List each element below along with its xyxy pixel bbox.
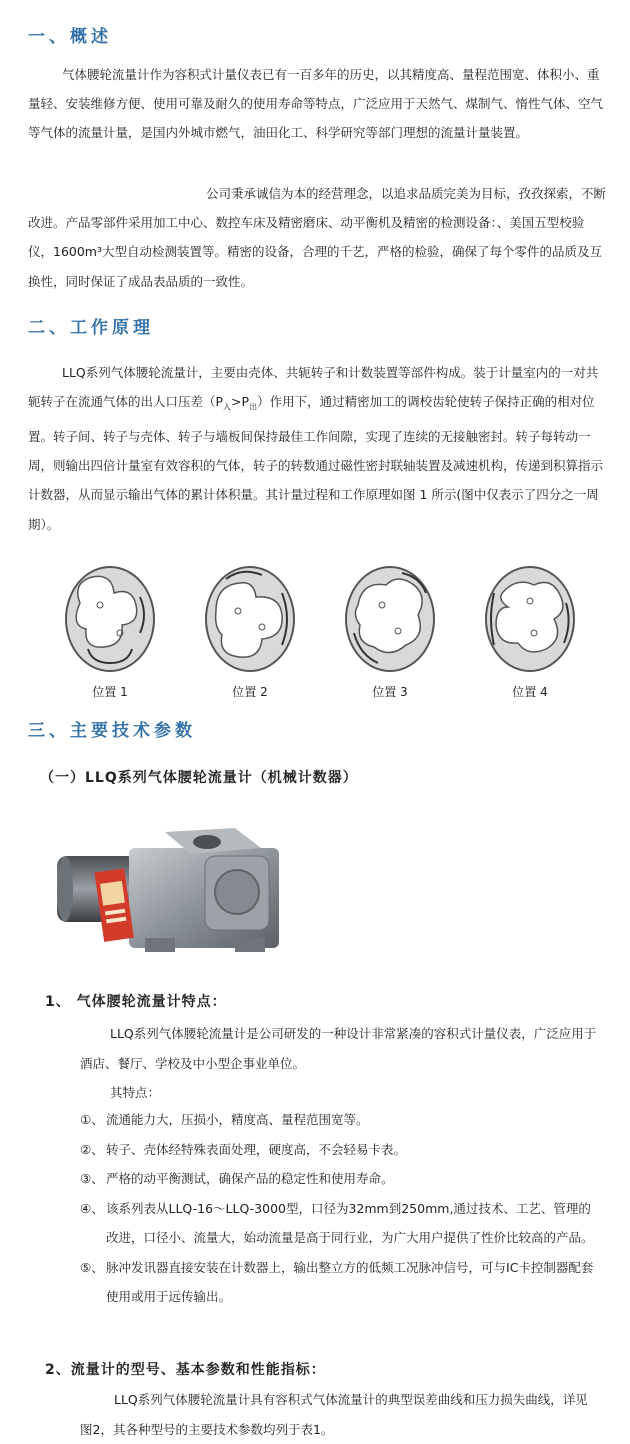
position-label-3: 位置 3 bbox=[372, 685, 408, 699]
flowmeter-product-photo bbox=[55, 820, 295, 980]
features-list bbox=[80, 1105, 600, 1312]
params-subheading: （一）LLQ系列气体腰轮流量计（机械计数器） bbox=[40, 770, 358, 786]
position-label-1: 位置 1 bbox=[92, 685, 128, 699]
position-label-4: 位置 4 bbox=[512, 685, 548, 699]
list-item: ①、 流通能力大，压损小，精度高、量程范围宽等。 bbox=[80, 1112, 369, 1127]
rotor-diagram-3 bbox=[320, 563, 460, 713]
list-item: ②、 转子、壳体经特殊表面处理，硬度高，不会轻易卡表。 bbox=[80, 1141, 407, 1157]
overview-paragraph-2: 公司秉承诚信为本的经营理念，以追求品质完美为目标，孜孜探索，不断改进。产品零部件采用加工中心、数控车床及精密磨床、动平衡机及精密的检测设备：、美国五型校验仪，1600m³大型自动检测装置等。精密的设备，合理的千艺，严格的检验，确保了每个零件的品质及互换性，同时保证了成品表品质的一致性。 bbox=[28, 186, 607, 289]
rotor-position-3-illustration bbox=[342, 563, 438, 675]
rotor-position-4-illustration bbox=[482, 563, 578, 675]
list-item: ③、 严格的动平衡测试，确保产品的稳定性和使用寿命。 bbox=[80, 1171, 394, 1186]
rotor-diagram-4 bbox=[460, 563, 600, 713]
subscript-out: 出 bbox=[249, 402, 258, 412]
subscript-in: 入 bbox=[223, 402, 232, 412]
overview-paragraph-1: 气体腰轮流量计作为容积式计量仪表已有一百多年的历史，以其精度高、量程范围宽、体积小、重量轻、安装维修方便、使用可靠及耐久的使用寿命等特点，广泛应用于天然气、煤制气、惰性气体、空气等气体的流量计量，是国内外城市燃气，油田化工、科学研究等部门理想的流量计量装置。 bbox=[28, 67, 604, 141]
rotor-position-1-illustration bbox=[62, 563, 158, 675]
features-lead: 其特点： bbox=[110, 1085, 161, 1100]
rotor-position-diagrams bbox=[40, 563, 600, 713]
models-paragraph: LLQ系列气体腰轮流量计具有容积式气体流量计的典型误差曲线和压力损失曲线，详见图2，其各种型号的主要技术参数均列于表1。 bbox=[80, 1392, 588, 1437]
rotor-position-2-illustration bbox=[202, 563, 298, 675]
list-item: ⑤、 脉冲发讯器直接安装在计数器上，输出整立方的低频工况脉冲信号，可与IC卡控制器配套使用或用于远传输出。 bbox=[80, 1259, 594, 1304]
list-item: ④、 该系列表从LLQ-16～LLQ-3000型，口径为32mm到250mm,通过技术、工艺、管理的改进，口径小、流量大，始动流量是高于同行业，为广大用户提供了性价比较高的产品。 bbox=[80, 1200, 594, 1245]
section-overview-heading: 一、概述 bbox=[28, 27, 112, 47]
features-intro: LLQ系列气体腰轮流量计是公司研发的一种设计非常紧凑的容积式计量仪表，广泛应用于酒店、餐厅、学校及中小型企事业单位。 bbox=[80, 1026, 597, 1071]
features-heading: 1、 气体腰轮流量计特点： bbox=[45, 994, 227, 1010]
principle-paragraph: LLQ系列气体腰轮流量计，主要由壳体、共轭转子和计数装置等部件构成。装于计量室内的一对共轭转子在流通气体的出人口压差$(P_入>P_出)$作用下，通过精密加工的调校齿轮使转子保持正确的相对位置。转子间、转子与壳体、转子与墙板间保持最佳工作间隙，实现了连续的无接触密封。转子每转动一周，则输出四倍计量室有效容积的气体，转子的转数通过磁性密封联轴装置及减速机构，传递到积算指示计数器，从而显示输出气体的累计体积量。其计量过程和工作原理如图 1 所示(图中仅表示了四分之一周期）。 bbox=[28, 365, 604, 532]
rotor-diagram-1 bbox=[40, 563, 180, 713]
models-heading: 2、流量计的型号、基本参数和性能指标： bbox=[45, 1362, 326, 1378]
section-params-heading: 三、主要技术参数 bbox=[28, 721, 196, 741]
position-label-2: 位置 2 bbox=[232, 685, 268, 699]
section-principle-heading: 二、工作原理 bbox=[28, 318, 154, 338]
rotor-diagram-2 bbox=[180, 563, 320, 713]
